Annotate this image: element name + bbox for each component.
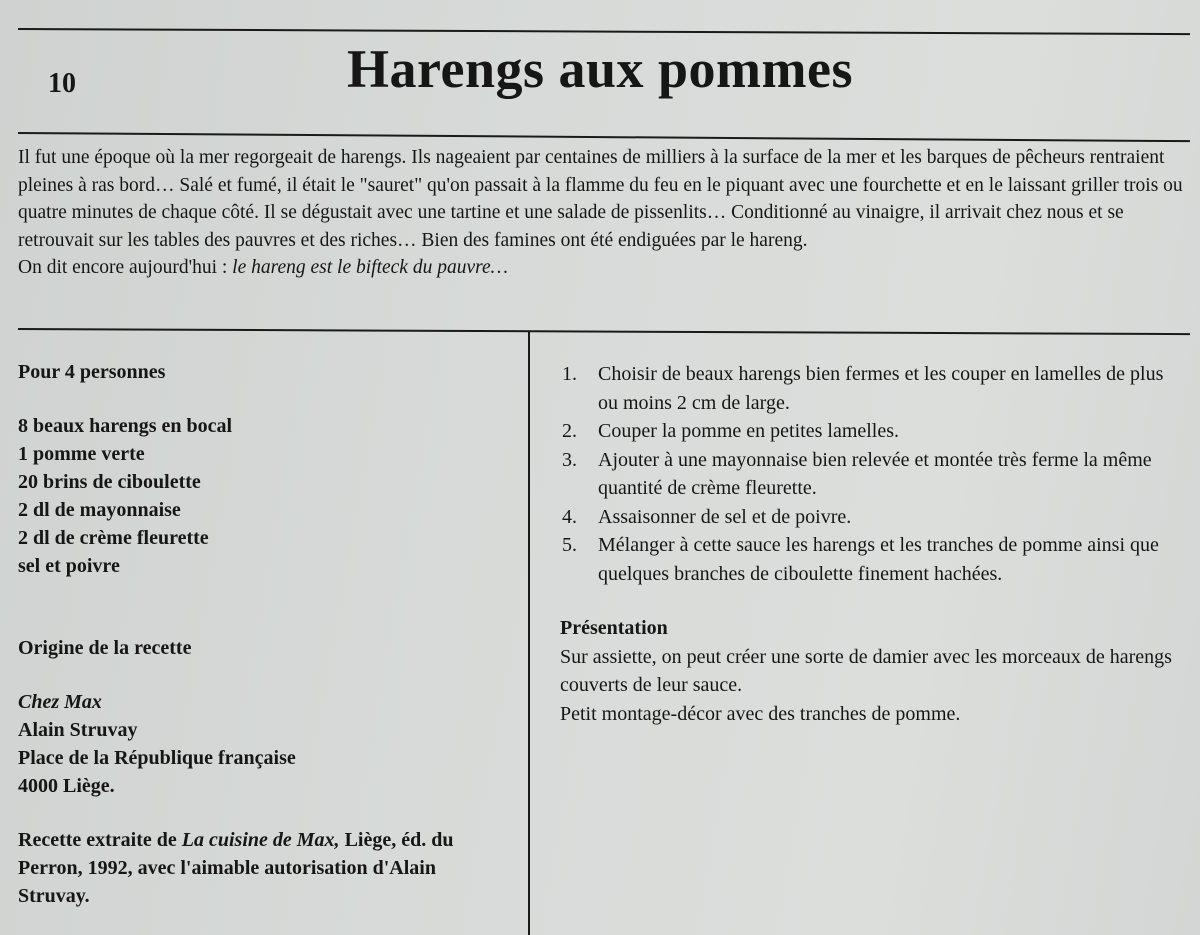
presentation-text: Sur assiette, on peut créer une sorte de damier avec les morceaux de harengs couverts de leur sauce. [560,645,1172,696]
ingredient-item: 8 beaux harengs en bocal [18,415,233,437]
step-number: 3. [562,448,577,471]
step-item [560,446,1180,503]
intro-quote: le hareng est le bifteck du pauvre… [232,257,508,278]
origin-address: Place de la République française [18,747,296,769]
intro-quote-line [18,254,1190,282]
section-rule [18,328,1190,335]
title-rule [18,132,1190,142]
step-number: 1. [562,363,577,385]
origin-heading: Origine de la recette [18,637,192,659]
ingredient-item: sel et poivre [18,555,120,577]
step-text: Mélanger à cette sauce les harengs et les tranches de pomme ainsi que quelques branches de ciboulette finement hachées. [598,534,1159,585]
step-item [560,417,1180,446]
origin-city: 4000 Liège. [18,775,115,797]
ingredient-item: 20 brins de ciboulette [18,471,201,493]
step-number: 4. [562,505,577,528]
ingredient-item: 1 pomme verte [18,443,145,465]
page-title: Harengs aux pommes [346,39,854,99]
ingredients-column [18,358,518,910]
presentation-heading: Présentation [560,617,668,639]
recipe-credit [18,826,488,910]
servings: Pour 4 personnes [18,361,166,383]
instructions-column [560,360,1180,728]
credit-suffix: Liège, éd. du Perron, 1992, avec l'aimable autorisation d'Alain Struvay. [18,829,454,907]
step-number: 5. [562,534,577,556]
step-number: 2. [562,420,577,442]
step-list [560,360,1180,588]
step-item [560,503,1180,532]
ingredient-list [18,412,518,580]
credit-book-title: La cuisine de Max, [181,829,340,851]
step-item [560,360,1180,417]
step-item [560,531,1180,588]
presentation-section [560,614,1180,728]
step-text: Assaisonner de sel et de poivre. [598,505,852,528]
intro-text [18,144,1190,282]
intro-quote-prefix: On dit encore aujourd'hui : [18,257,233,278]
step-text: Couper la pomme en petites lamelles. [598,420,900,442]
column-divider [528,332,530,935]
presentation-text: Petit montage-décor avec des tranches de pomme. [560,702,961,725]
page-number: 10 [48,68,76,99]
origin-restaurant: Chez Max [18,691,102,713]
credit-prefix: Recette extraite de [18,829,182,851]
ingredient-item: 2 dl de mayonnaise [18,499,181,521]
step-text: Choisir de beaux harengs bien fermes et les couper en lamelles de plus ou moins 2 cm de large. [598,363,1164,414]
origin-chef: Alain Struvay [18,719,138,741]
intro-paragraph: Il fut une époque où la mer regorgeait de harengs. Ils nageaient par centaines de milliers à la surface de la mer et les barques de pêcheurs rentraient pleines à ras bord… Salé et fumé, il était le "sauret" qu'on passait à la flamme du feu en le piquant avec une fourchette et en le laissant griller trois ou quatre minutes de chaque côté. Il se dégustait avec une tartine et une salade de pissenlits… Conditionné au vinaigre, il arrivait chez nous et se retrouvait sur les tables des pauvres et des riches… Bien des famines ont été endiguées par le hareng. [18,147,1183,251]
ingredient-item: 2 dl de crème fleurette [18,527,209,549]
step-text: Ajouter à une mayonnaise bien relevée et montée très ferme la même quantité de crème fleurette. [598,448,1152,499]
top-rule [18,28,1190,35]
